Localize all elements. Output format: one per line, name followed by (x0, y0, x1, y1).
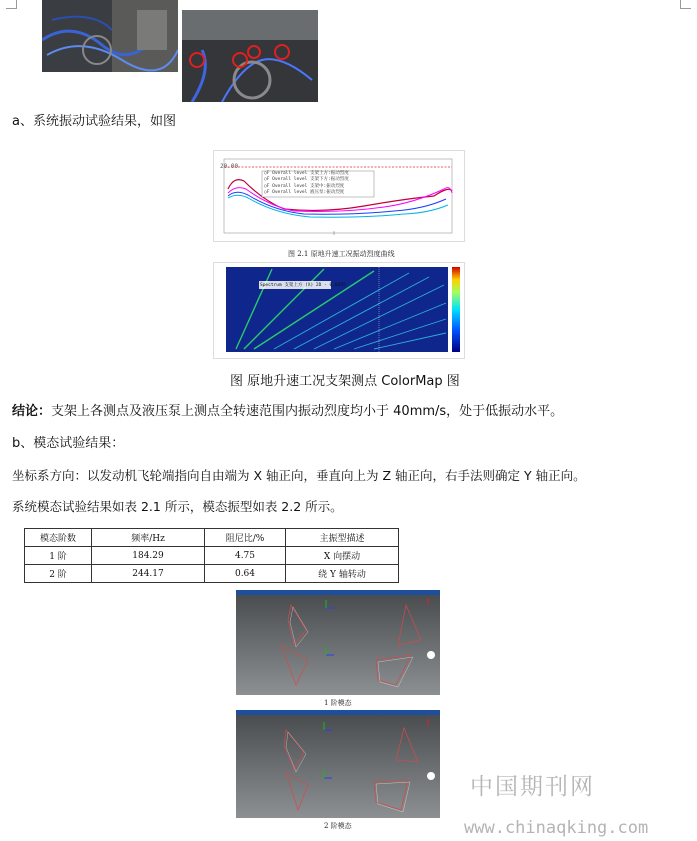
table-row (25, 547, 399, 565)
colormap-figure (213, 262, 465, 359)
table-cell: 184.29 (92, 547, 205, 565)
conclusion-paragraph (12, 403, 563, 421)
watermark-url: www.chinaqking.com (464, 818, 649, 838)
colormap-svg (214, 263, 464, 358)
legend-item-3: ○F Overall level 支架中:振动烈度 (264, 183, 345, 189)
table-cell: 244.17 (92, 565, 205, 583)
engine-photo-right (182, 10, 318, 102)
legend-item-4: ○F Overall level 液压泵:振动烈度 (264, 189, 345, 195)
table-cell: 绕 Y 轴转动 (286, 565, 399, 583)
mode-1-caption: 1 阶模态 (324, 699, 352, 707)
chart-top-value: 20.00 (220, 163, 239, 170)
table-cell: 2 阶 (25, 565, 92, 583)
mode-2-caption: 2 阶模态 (324, 822, 352, 830)
line-chart-caption: 图 2.1 原地升速工况振动烈度曲线 (288, 250, 395, 258)
mode-shape-figure-2 (236, 710, 440, 818)
table-header-cell: 阻尼比/% (205, 529, 286, 547)
colormap-caption: 图 原地升速工况支架测点 ColorMap 图 (230, 374, 460, 389)
chart-legend (264, 171, 349, 196)
section-b-heading: b、模态试验结果： (12, 436, 125, 451)
table-cell: 0.64 (205, 565, 286, 583)
engine-photo-left (42, 0, 178, 72)
colormap-inner-label: Spectrum 支架上方 (X) 2D · 0.0195 (260, 283, 346, 288)
table-header-cell: 主振型描述 (286, 529, 399, 547)
table-cell: X 向摆动 (286, 547, 399, 565)
table-row (25, 565, 399, 583)
colorbar (452, 267, 460, 352)
vibration-line-chart (213, 150, 465, 242)
table-header-cell: 模态阶数 (25, 529, 92, 547)
conclusion-label: 结论： (12, 404, 52, 419)
watermark-chinese: 中国期刊网 (470, 774, 595, 800)
corner-mark-left (6, 0, 17, 9)
table-header-cell: 频率/Hz (92, 529, 205, 547)
section-a-heading: a、系统振动试验结果，如图 (12, 114, 176, 129)
modal-results-table (24, 528, 399, 583)
corner-mark-right (680, 0, 691, 9)
table-cell: 1 阶 (25, 547, 92, 565)
mode-shape-figure-1 (236, 590, 440, 695)
table-header-row (25, 529, 399, 547)
legend-item-2: ○F Overall level 支架下方:振动烈度 (264, 177, 349, 183)
legend-item-1: ○F Overall level 支架上方:振动烈度 (264, 171, 349, 176)
conclusion-text: 支架上各测点及液压泵上测点全转速范围内振动烈度均小于 40mm/s，处于低振动水平。 (51, 404, 564, 419)
table-cell: 4.75 (205, 547, 286, 565)
modal-intro: 系统模态试验结果如表 2.1 所示，模态振型如表 2.2 所示。 (12, 499, 343, 514)
coordinate-description: 坐标系方向：以发动机飞轮端指向自由端为 X 轴正向，垂直向上为 Z 轴正向，右手法则确定 Y 轴正向。 (12, 468, 586, 483)
